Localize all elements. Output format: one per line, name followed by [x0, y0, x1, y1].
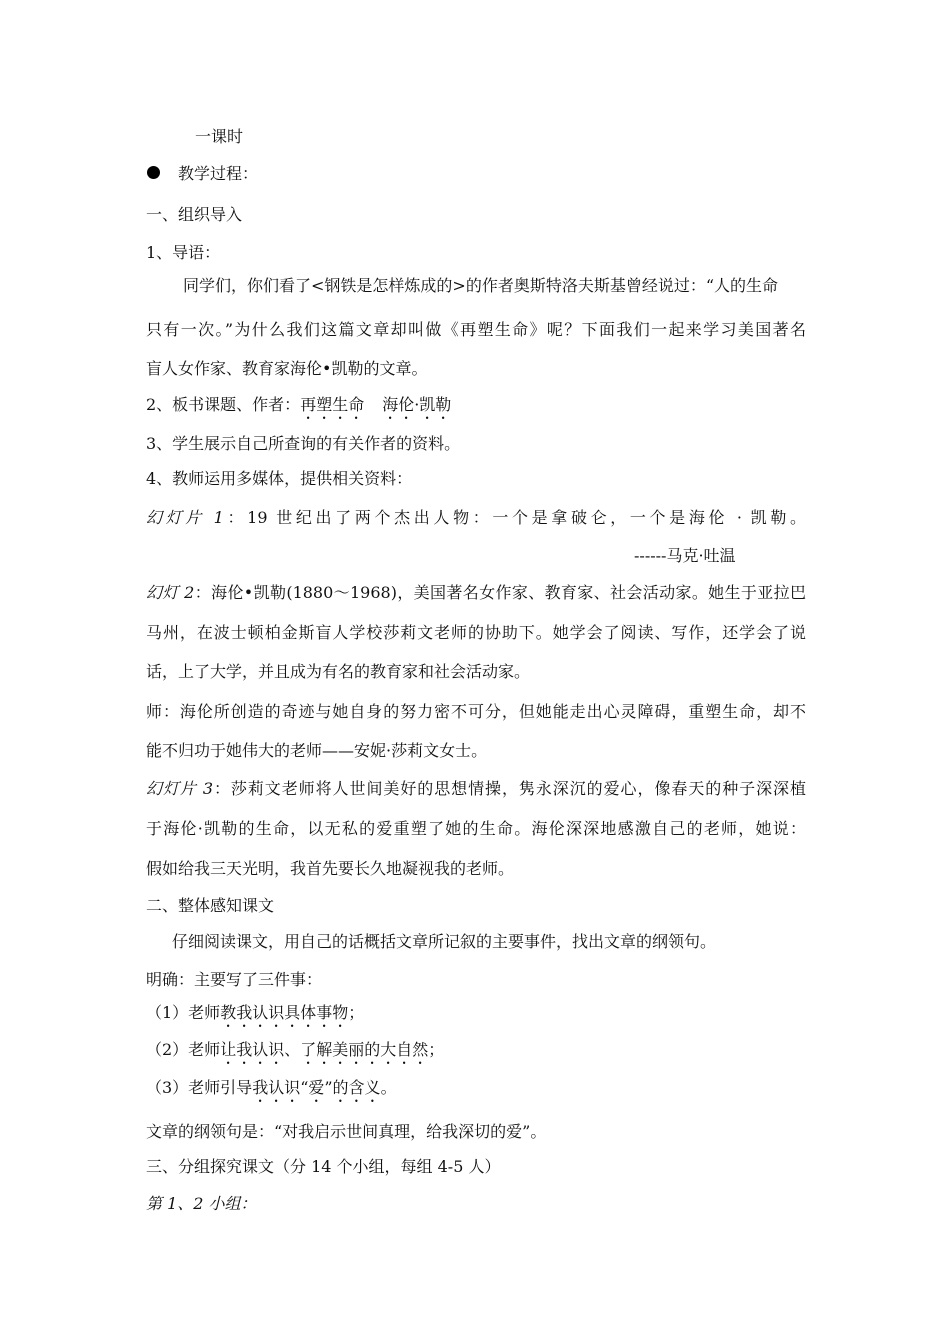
item-4: 4、教师运用多媒体，提供相关资料： [146, 469, 413, 488]
event-suffix: 。 [380, 1078, 397, 1097]
event-prefix: （3）老师引导 [146, 1078, 253, 1097]
item-1-heading: 1、导语： [146, 243, 221, 262]
slide-1-line [146, 508, 806, 528]
slide-2-line [146, 583, 806, 603]
lesson-count: 一课时 [195, 127, 244, 146]
paragraph-line: 仔细阅读课文，用自己的话概括文章所记叙的主要事件，找出文章的纲领句。 [172, 932, 717, 951]
section-heading-process: 教学过程： [178, 164, 259, 183]
slide-text: ：莎莉文老师将人世间美好的思想情操，隽永深沉的爱心，像春天的种子深深植 [213, 779, 806, 798]
bullet-icon [147, 166, 160, 179]
event-1 [146, 1003, 364, 1031]
slide-label: 幻灯片 1 [146, 508, 224, 527]
author-name: 海伦·凯勒 [382, 395, 452, 414]
lesson-title: 再塑生命 [300, 395, 365, 414]
quote-attribution: ------马克·吐温 [634, 546, 736, 565]
event-emphasis: 教我认识具体事物 [220, 1003, 349, 1022]
paragraph-line: 假如给我三天光明，我首先要长久地凝视我的老师。 [146, 859, 515, 878]
item-3: 3、学生展示自己所查询的有关作者的资料。 [146, 434, 461, 453]
paragraph-line: 话，上了大学，并且成为有名的教育家和社会活动家。 [146, 662, 531, 681]
event-emphasis: 我认识“爱”的含义 [252, 1078, 381, 1097]
paragraph-line: 于海伦·凯勒的生命，以无私的爱重塑了她的生命。海伦深深地感激自己的老师，她说： [146, 819, 806, 838]
paragraph-line: 能不归功于她伟大的老师——安妮·莎莉文女士。 [146, 741, 488, 760]
event-emphasis: 让我认识、了解美丽的大自然 [220, 1040, 429, 1059]
event-suffix: ； [348, 1003, 365, 1022]
paragraph-line: 只有一次。”为什么我们这篇文章却叫做《再塑生命》呢？下面我们一起来学习美国著名 [146, 320, 806, 339]
board-title-label: 2、板书课题、作者： [146, 395, 301, 414]
slide-3-line [146, 779, 806, 799]
slide-text: ：海伦•凯勒(1880～1968)，美国著名女作家、教育家、社会活动家。她生于亚拉巴 [194, 583, 806, 602]
board-title-line [146, 395, 451, 423]
paragraph-line: 师：海伦所创造的奇迹与她自身的努力密不可分，但她能走出心灵障碍，重塑生命，却不 [146, 702, 806, 721]
paragraph-line: 明确：主要写了三件事： [146, 970, 323, 989]
slide-text: ：19 世纪出了两个杰出人物：一个是拿破仑，一个是海伦 · 凯勒。 [223, 508, 806, 527]
event-3 [146, 1078, 397, 1106]
paragraph-line: 文章的纲领句是：“对我启示世间真理，给我深切的爱”。 [146, 1122, 547, 1141]
paragraph-line: 同学们，你们看了<钢铁是怎样炼成的>的作者奥斯特洛夫斯基曾经说过：“人的生命 [183, 276, 778, 295]
paragraph-line: 盲人女作家、教育家海伦•凯勒的文章。 [146, 359, 428, 378]
section-heading-1: 一、组织导入 [146, 205, 243, 224]
event-suffix: ； [428, 1040, 445, 1059]
paragraph-line: 马州，在波士顿柏金斯盲人学校莎莉文老师的协助下。她学会了阅读、写作，还学会了说 [146, 623, 806, 642]
slide-label: 幻灯片 3 [146, 779, 214, 798]
group-heading: 第 1、2 小组： [146, 1194, 257, 1213]
slide-label: 幻灯 2 [146, 583, 195, 602]
section-heading-3: 三、分组探究课文（分 14 个小组，每组 4-5 人） [146, 1157, 501, 1176]
event-prefix: （1）老师 [146, 1003, 221, 1022]
event-prefix: （2）老师 [146, 1040, 221, 1059]
section-heading-2: 二、整体感知课文 [146, 896, 275, 915]
event-2 [146, 1040, 444, 1068]
